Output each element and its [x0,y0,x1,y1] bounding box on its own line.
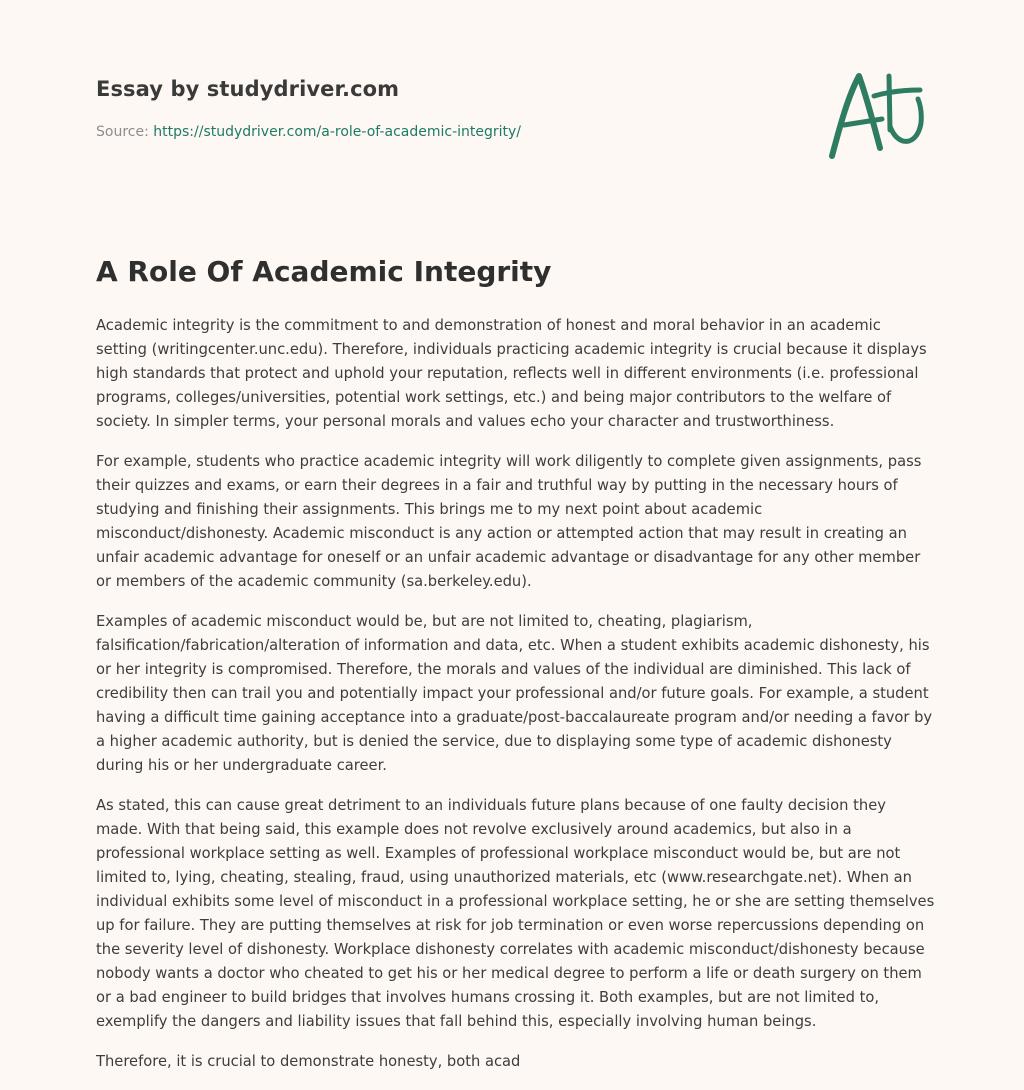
essay-paragraph: As stated, this can cause great detriment to an individuals future plans because of one faulty decision they made. With that being said, this example does not revolve exclusively around academics, but also in a professional workplace setting as well. Examples of professional workplace misconduct would be, but are not limited to, lying, cheating, stealing, fraud, using unauthorized materials, etc (www.researchgate.net). When an individual exhibits some level of misconduct in a professional workplace setting, he or she are setting themselves up for failure. They are putting themselves at risk for job termination or even worse repercussions depending on the severity level of dishonesty. Workplace dishonesty correlates with academic misconduct/dishonesty because nobody wants a doctor who cheated to get his or her medical degree to perform a life or death surgery on them or a bad engineer to build bridges that involves humans crossing it. Both examples, but are not limited to, exemplify the dangers and liability issues that fall behind this, especially involving human beings. [96,797,935,1030]
a-plus-logo-icon [822,68,926,164]
brand-title: Essay by studydriver.com [96,77,400,101]
essay-title: A Role Of Academic Integrity [96,255,552,288]
essay-paragraph: Examples of academic misconduct would be, but are not limited to, cheating, plagiarism, falsification/fabrication/alteration of information and data, etc. When a student exhibits academic dishonesty, his or her integrity is compromised. Therefore, the morals and values of the individual are diminished. This lack of credibility then can trail you and potentially impact your professional and/or future goals. For example, a student having a difficult time gaining acceptance into a graduate/post-baccalaureate program and/or needing a favor by a higher academic authority, but is denied the service, due to displaying some type of academic dishonesty during his or her undergraduate career. [96,613,933,774]
essay-body [96,314,936,1090]
essay-paragraph: Therefore, it is crucial to demonstrate honesty, both acad [96,1053,521,1070]
source-label: Source: [96,124,149,140]
essay-paragraph: Academic integrity is the commitment to and demonstration of honest and moral behavior in an academic setting (writingcenter.unc.edu). Therefore, individuals practicing academic integrity is crucial because it displays high standards that protect and uphold your reputation, reflects well in different environments (i.e. professional programs, colleges/universities, potential work settings, etc.) and being major contributors to the welfare of society. In simpler terms, your personal morals and values echo your character and trustworthiness. [96,317,927,430]
source-line [96,124,521,140]
source-link[interactable]: https://studydriver.com/a-role-of-academic-integrity/ [153,124,522,140]
essay-paragraph: For example, students who practice academic integrity will work diligently to complete given assignments, pass their quizzes and exams, or earn their degrees in a fair and truthful way by putting in the necessary hours of studying and finishing their assignments. This brings me to my next point about academic misconduct/dishonesty. Academic misconduct is any action or attempted action that may result in creating an unfair academic advantage for oneself or an unfair academic advantage or disadvantage for any other member or members of the academic community (sa.berkeley.edu). [96,453,922,590]
